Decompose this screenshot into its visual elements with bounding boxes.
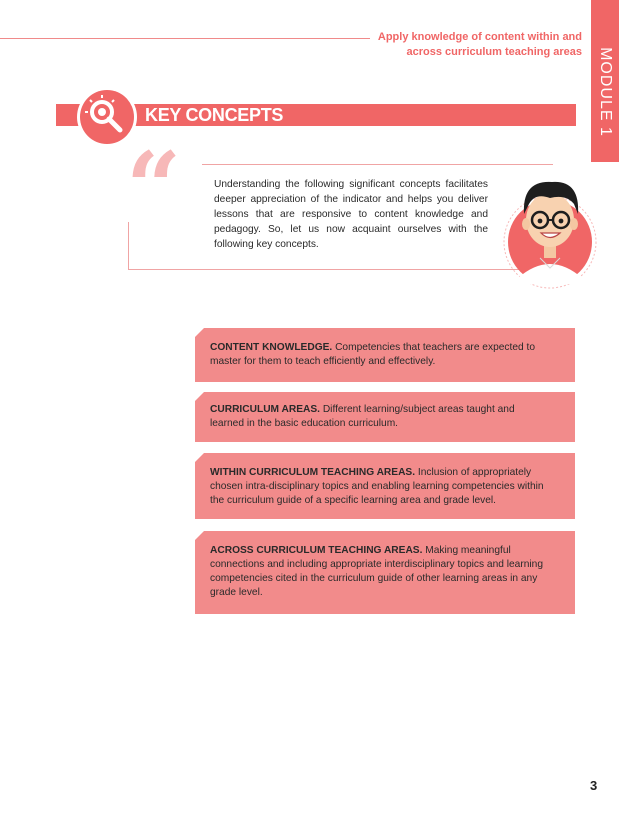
header-divider	[0, 38, 370, 39]
module-tab	[591, 0, 619, 162]
card-notch	[195, 392, 204, 401]
intro-paragraph: Understanding the following significant concepts facilitates deeper appreciation of the indicator and helps you deliver lessons that are responsive to content knowledge and pedagogy. So, let us now acquaint ourselves with the following key concepts.	[214, 179, 488, 250]
concept-card-curriculum-areas	[195, 392, 575, 442]
page-number: 3	[590, 778, 598, 793]
concept-card-within-curriculum	[195, 453, 575, 519]
concept-card-content-knowledge	[195, 328, 575, 382]
card-notch	[195, 453, 204, 462]
concept-term: ACROSS CURRICULUM TEACHING AREAS.	[210, 545, 426, 556]
concept-term: CONTENT KNOWLEDGE.	[210, 342, 336, 353]
card-notch	[195, 328, 204, 337]
key-concepts-title: KEY CONCEPTS	[145, 105, 284, 125]
concept-definition: Making meaningful connections and including appropriate interdisciplinary topics and learning competencies cited in the curriculum guide of other learning areas in any grade level.	[210, 545, 543, 598]
header-title-line-1: Apply knowledge of content within and	[377, 31, 582, 43]
concept-term: WITHIN CURRICULUM TEACHING AREAS.	[210, 467, 418, 478]
concept-term: CURRICULUM AREAS.	[210, 404, 323, 415]
key-concepts-banner	[56, 104, 576, 126]
quote-mark-icon: “	[126, 131, 182, 244]
concept-definition: Inclusion of appropriately chosen intra-disciplinary topics and enabling learning competencies within the curriculum guide of a specific learning area and grade level.	[210, 467, 544, 506]
card-notch	[195, 531, 204, 540]
concept-definition: Competencies that teachers are expected to master for them to teach efficiently and effectively.	[210, 342, 535, 367]
concept-definition: Different learning/subject areas taught and learned in the basic education curriculum.	[210, 404, 515, 429]
concept-card-across-curriculum	[195, 531, 575, 614]
module-label: MODULE 1	[597, 47, 614, 137]
header-title	[342, 30, 582, 60]
teacher-avatar	[500, 168, 600, 290]
header-title-line-2: across curriculum teaching areas	[406, 46, 582, 58]
